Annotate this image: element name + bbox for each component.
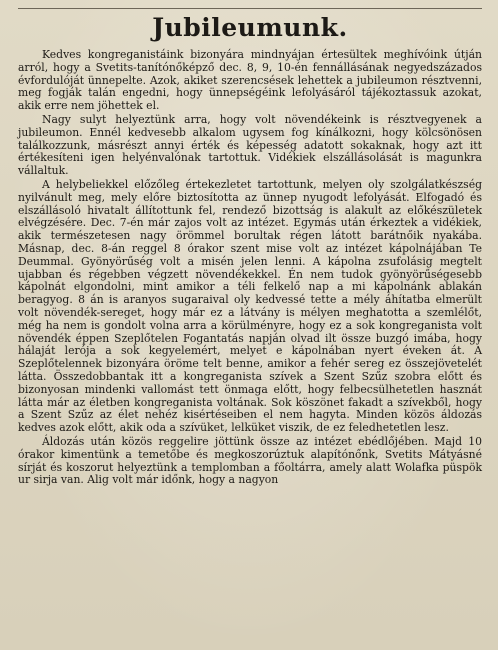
paragraph-4: Áldozás után közös reggelire jöttünk össze az intézet ebédlőjében. Majd 10 órakor kimentünk a temetőbe és megkoszorúztuk alapítónőnk, Svetits Mátyásné sírját és koszorut helyeztünk a templomban a főoltárra, amely alatt Wolafka püspök ur sirja van. Alig volt már időnk, hogy a nagyon	[18, 434, 482, 487]
paragraph-1: Kedves kongreganistáink bizonyára mindnyájan értesültek meghívóink útján arról, hogy a Svetits-tanítónőképző dec. 8, 9, 10-én fennállásának negyedszázados évfordulóját ünnepelte. Azok, akiket szerencsések lehettek a jubileumon résztvenni, meg fogják talán engedni, hogy ünnepségéink lefolyásáról tájékoztassuk azokat, akik erre nem jöhettek el.	[18, 48, 482, 113]
article-body	[18, 49, 482, 487]
article-title: Jubileumunk.	[152, 13, 348, 42]
paragraph-3: A helybeliekkel előzőleg értekezletet tartottunk, melyen oly szolgálatkészség nyilvánult meg, mely előre biztosította az ünnep nyugodt lefolyását. Elfogadó és elszállásoló hivatalt állítottunk fel, rendező bizottság is alakult az előkészületek elvégzésére. Dec. 7-én már zajos volt az intézet. Egymás után érkeztek a vidékiek, akik természetesen nagy örömmel borultak régen látott barátnőik nyakába. Másnap, dec. 8-án reggel 8 órakor szent mise volt az intézet kápolnájában Te Deummal. Gyönyörűség volt a misén jelen lenni. A kápolna zsufolásig megtelt ujabban és régebben végzett növendékekkel. Én nem tudok gyönyörűségesebb kápolnát elgondolni, mint amikor a téli felkelő nap a mi kápolnánk ablakán beragyog. 8 án is aranyos sugaraival oly kedvessé tette a mély áhítatba elmerült volt növendék-sereget, hogy már ez a látvány is mélyen meghatotta a szemlélőt, még ha nem is gondolt volna arra a körülményre, hogy ez a sok kongreganista volt növendék éppen Szeplőtelen Fogantatás napján olvad ilt össze buzgó imába, hogy hálaját lerója a sok kegyelemért, melyet e kápolnában nyert éveken át. A Szeplőtelennek bizonyára öröme telt benne, amikor a fehér sereg ez összejövetelét látta. Összedobbantak itt a kongreganista szívek a Szent Szűz szobra előtt és bizonyosan mindenki vallomást tett önmaga előtt, hogy felbecsülhetetlen hasznát látta már az életben kongreganista voltának. Sok köszönet fakadt a szívekből, hogy a Szent Szűz az élet nehéz kisértéseiben el nem hagyta. Minden közös áldozás kedves azok előtt, akik oda a szívüket, lelküket viszik, de ez feledhetetlen lesz.	[18, 177, 482, 435]
top-rule	[18, 8, 482, 9]
paragraph-2: Nagy sulyt helyeztünk arra, hogy volt növendékeink is résztvegyenek a jubileumon. Ennél kedvesebb alkalom ugysem fog kínálkozni, hogy kölcsönösen találkozzunk, másrészt annyi érték és képesség adatott sokaknak, hogy azt itt értékesíteni igen helyénvalónak tartottuk. Vidékiek elszállásolását is magunkra vállaltuk.	[18, 112, 482, 178]
